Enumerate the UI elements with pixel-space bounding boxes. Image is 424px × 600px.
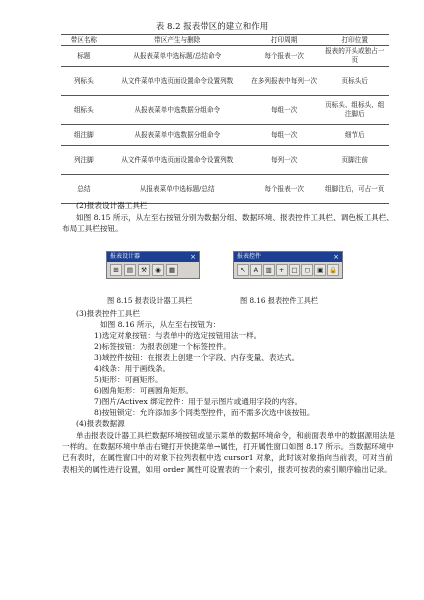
cell-cycle: 每列一次 [248, 146, 321, 175]
section-4-paragraph: 单击报表设计器工具栏数据环境按钮或显示菜单的数据环境命令，和前面表单中的数据源用法是一样的。在数据环境中单击右键打开快捷菜单→属性，打开属性窗口如图 8.17 所示。当数据环境中已有表时，在属性窗口中的对象下拉列表框中选 cursor1 对象，此时该对象指向当前表，可对当前表相关的属性进行设置，如用 order 属性可设置表的一个索引，报表可按表的索引顺序输出记录。 [62, 431, 395, 474]
list-item: 4)线条：用于画线条。 [94, 364, 171, 373]
designer-toolbar [106, 251, 200, 279]
cell-create: 从报表菜单中选标题/总结命令 [107, 46, 248, 67]
table-row [61, 125, 389, 146]
select-objects-button[interactable]: ↖ [237, 264, 249, 276]
table-row [61, 46, 389, 67]
cell-position: 组脚注后，可占一页 [320, 175, 389, 204]
picture-activex-button[interactable]: ▣ [314, 264, 326, 276]
cell-name: 列注脚 [61, 146, 107, 175]
section-3-intro: 如图 8.16 所示，从左至右按钮为： [100, 320, 221, 329]
list-item: 7)图片/Activex 绑定控件：用于显示图片或通用字段的内容。 [94, 397, 303, 406]
cell-position: 页脚注前 [320, 146, 389, 175]
cell-name: 列标头 [61, 67, 107, 96]
table-caption: 表 8.2 报表带区的建立和作用 [155, 22, 269, 32]
section-2-paragraph: 如图 8.15 所示，从左至右按钮分别为数据分组、数据环境、报表控件工具栏、调色板工具栏、布局工具栏按钮。 [62, 213, 394, 234]
data-environment-button[interactable]: ▤ [124, 264, 136, 276]
table-row [61, 146, 389, 175]
header-create: 带区产生与删除 [107, 35, 248, 46]
data-group-button[interactable]: ⊞ [110, 264, 122, 276]
cell-position: 页标头、组标头、组注脚后 [320, 96, 389, 125]
list-item: 6)圆角矩形：可画圆角矩形。 [94, 386, 193, 395]
header-position: 打印位置 [320, 35, 389, 46]
layout-toolbar-button[interactable]: ▦ [166, 264, 178, 276]
cell-position: 细节后 [320, 125, 389, 146]
button-lock-button[interactable]: 🔒 [329, 266, 338, 274]
cell-name: 组标头 [61, 96, 107, 125]
cell-position: 报表的开头或独占一页 [320, 46, 389, 67]
cell-name: 标题 [61, 46, 107, 67]
figure-815-caption: 图 8.15 报表设计器工具栏 [107, 296, 193, 305]
cell-create: 从文件菜单中选页面设置命令设置列数 [107, 146, 248, 175]
header-cycle: 打印周期 [248, 35, 321, 46]
field-button[interactable]: ▥ [263, 264, 275, 276]
cell-cycle: 每组一次 [248, 96, 321, 125]
label-button[interactable]: A [250, 264, 262, 276]
controls-toolbar-titlebar [234, 252, 342, 262]
band-table [61, 34, 389, 204]
close-icon[interactable]: × [190, 253, 196, 261]
section-4-heading: (4)报表数据源 [76, 419, 125, 428]
cell-name: 总结 [61, 175, 107, 204]
designer-toolbar-title: 报表设计器 [110, 253, 141, 260]
list-item: 2)标签按钮：为报表创建一个标签控件。 [94, 342, 231, 351]
controls-toolbar-title: 报表控件 [237, 253, 262, 260]
report-controls-toolbar-button[interactable]: ⚒ [138, 264, 150, 276]
cell-cycle: 每个报表一次 [248, 46, 321, 67]
controls-toolbar [233, 251, 343, 279]
designer-toolbar-titlebar [107, 252, 199, 262]
header-name: 带区名称 [61, 35, 107, 46]
rounded-rectangle-button[interactable]: ◻ [301, 264, 313, 276]
table-row [61, 96, 389, 125]
line-button[interactable]: + [276, 264, 288, 276]
cell-name: 组注脚 [61, 125, 107, 146]
cell-position: 页标头后 [320, 67, 389, 96]
section-2-heading: (2)报表设计器工具栏 [76, 201, 148, 210]
list-item: 8)按钮锁定：允许添加多个同类型控件，而不需多次选中该按钮。 [94, 408, 315, 417]
cell-cycle: 每个报表一次 [248, 175, 321, 204]
close-icon[interactable]: × [333, 253, 339, 261]
cell-cycle: 每组一次 [248, 125, 321, 146]
table-row [61, 67, 389, 96]
cell-cycle: 在多列报表中每列一次 [248, 67, 321, 96]
figure-816-caption: 图 8.16 报表控件工具栏 [240, 296, 319, 305]
cell-create: 从报表菜单中选标题/总结 [107, 175, 248, 204]
list-item: 5)矩形：可画矩形。 [94, 375, 163, 384]
list-item: 1)选定对象按钮：与表单中的选定按钮用法一样。 [94, 331, 262, 340]
list-item: 3)域控件按钮：在报表上创建一个字段、内存变量、表达式。 [94, 353, 300, 362]
rectangle-button[interactable]: □ [289, 264, 301, 276]
table-header-row [61, 35, 389, 46]
cell-create: 从文件菜单中选页面设置命令设置列数 [107, 67, 248, 96]
color-palette-toolbar-button[interactable]: ◉ [152, 264, 164, 276]
section-3-heading: (3)报表控件工具栏 [76, 309, 140, 318]
cell-create: 从报表菜单中选数据分组命令 [107, 96, 248, 125]
cell-create: 从报表菜单中选数据分组命令 [107, 125, 248, 146]
